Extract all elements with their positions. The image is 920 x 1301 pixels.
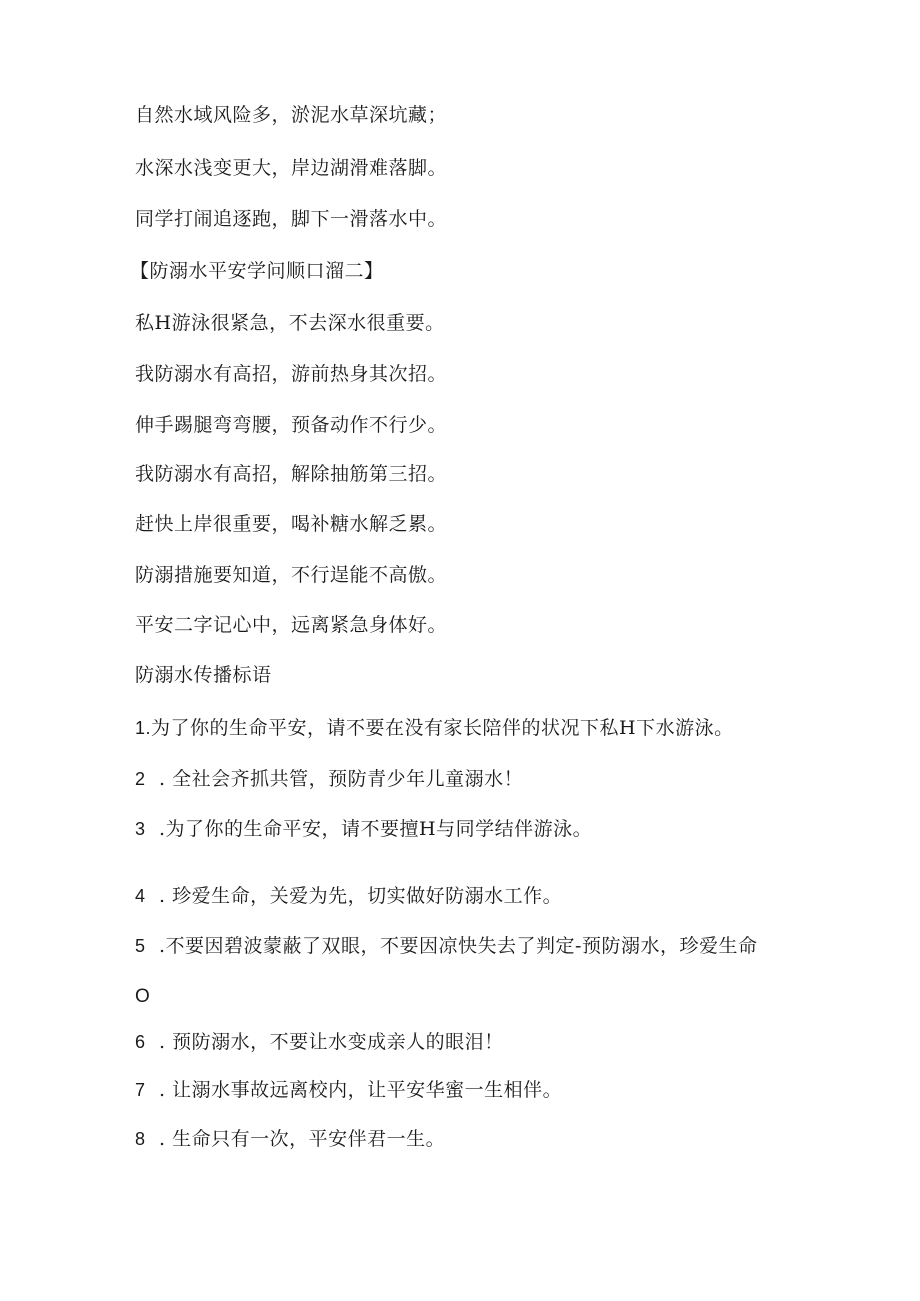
poem1-line-2: 水深水浅变更大，岸边湖滑难落脚。 xyxy=(135,157,448,179)
slogan-item-7 xyxy=(135,1078,562,1102)
slogan-item-6 xyxy=(135,1030,504,1054)
slogan-item-8 xyxy=(135,1127,445,1151)
slogan-text: . 珍爱生命，关爱为先，切实做好防溺水工作。 xyxy=(159,885,563,907)
slogan-number: 1. xyxy=(135,718,152,738)
slogan-text: . 让溺水事故远离校内，让平安华蜜一生相伴。 xyxy=(159,1079,563,1101)
poem2-line-2: 我防溺水有高招，游前热身其次招。 xyxy=(135,363,448,385)
slogan-item-5-continuation xyxy=(135,984,150,1009)
slogan-text: .为了你的生命平安，请不要擅H与同学结伴游泳。 xyxy=(159,818,593,840)
poem2-line-5: 赶快上岸很重要，喝补糖水解乏累。 xyxy=(135,513,448,535)
slogan-number: 3 xyxy=(135,819,146,839)
slogan-number: 2 xyxy=(135,769,146,789)
slogan-item-2 xyxy=(135,767,523,791)
slogan-number: 5 xyxy=(135,936,146,956)
slogan-text: . 生命只有一次，平安伴君一生。 xyxy=(159,1128,446,1150)
poem2-line-6: 防溺措施要知道，不行逞能不高傲。 xyxy=(135,564,448,586)
slogan-item-3 xyxy=(135,817,592,841)
slogans-title: 防溺水传播标语 xyxy=(135,664,272,686)
poem1-line-3: 同学打闹追逐跑，脚下一滑落水中。 xyxy=(135,208,448,230)
slogan-number: 8 xyxy=(135,1129,146,1149)
poem2-line-7: 平安二字记心中，远离紧急身体好。 xyxy=(135,614,448,636)
poem2-line-4: 我防溺水有高招，解除抽筋第三招。 xyxy=(135,463,448,485)
slogan-item-1 xyxy=(135,716,734,740)
poem2-line-3: 伸手踢腿弯弯腰，预备动作不行少。 xyxy=(135,414,448,436)
slogan-text: O xyxy=(135,986,151,1007)
slogan-text: 为了你的生命平安，请不要在没有家长陪伴的状况下私H下水游泳。 xyxy=(151,717,734,739)
slogan-number: 6 xyxy=(135,1032,146,1052)
poem2-title: 【防溺水平安学问顺口溜二】 xyxy=(130,260,384,282)
poem1-line-1: 自然水域风险多，淤泥水草深坑藏； xyxy=(135,104,448,126)
slogan-number: 7 xyxy=(135,1080,146,1100)
slogan-item-4 xyxy=(135,884,562,908)
slogan-item-5 xyxy=(135,934,757,958)
poem2-line-1: 私H游泳很紧急，不去深水很重要。 xyxy=(135,312,445,334)
slogan-number: 4 xyxy=(135,886,146,906)
slogan-text: . 全社会齐抓共管，预防青少年儿童溺水！ xyxy=(159,768,524,790)
slogan-text: .不要因碧波蒙蔽了双眼，不要因凉快失去了判定-预防溺水，珍爱生命 xyxy=(159,935,758,957)
slogan-text: . 预防溺水，不要让水变成亲人的眼泪！ xyxy=(159,1031,504,1053)
